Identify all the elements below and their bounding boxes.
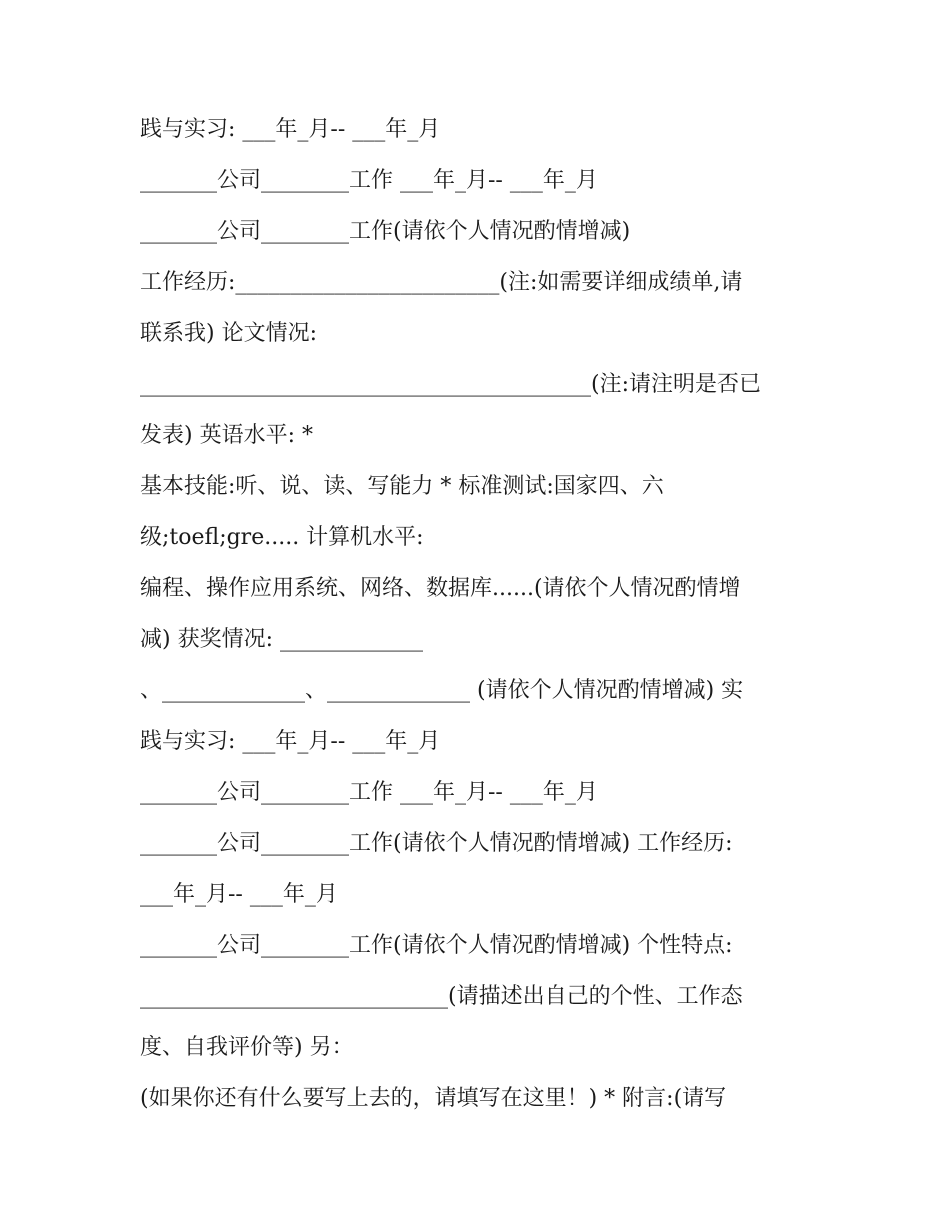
- text-line: _________________________________________(注:请注明是否已: [140, 372, 761, 397]
- text-line: 级;toefl;gre..... 计算机水平:: [140, 525, 424, 550]
- text-line: _______公司________工作(请依个人情况酌情增减) 个性特点:: [140, 933, 733, 958]
- text-line: 发表) 英语水平: *: [140, 423, 313, 448]
- text-line: ____________________________(请描述出自己的个性、工作态: [140, 984, 743, 1009]
- text-line: 编程、操作应用系统、网络、数据库......(请依个人情况酌情增: [140, 576, 741, 601]
- text-line: _______公司________工作(请依个人情况酌情增减): [140, 219, 631, 244]
- text-line: 工作经历:________________________(注:如需要详细成绩单,请: [140, 270, 743, 295]
- text-line: 基本技能:听、说、读、写能力 * 标准测试:国家四、六: [140, 474, 664, 499]
- text-line: 践与实习: ___年_月-- ___年_月: [140, 117, 441, 142]
- text-line: _______公司________工作 ___年_月-- ___年_月: [140, 168, 598, 193]
- text-line: (如果你还有什么要写上去的，请填写在这里！) * 附言:(请写: [140, 1086, 727, 1111]
- text-line: _______公司________工作 ___年_月-- ___年_月: [140, 780, 598, 805]
- text-line: 度、自我评价等) 另：: [140, 1035, 354, 1060]
- document-body: [140, 104, 830, 1124]
- text-line: 联系我) 论文情况:: [140, 321, 317, 346]
- text-line: 、_____________、_____________ (请依个人情况酌情增减) 实: [140, 678, 744, 703]
- text-line: 践与实习: ___年_月-- ___年_月: [140, 729, 441, 754]
- text-line: 减) 获奖情况: _____________: [140, 627, 423, 652]
- text-line: ___年_月-- ___年_月: [140, 882, 338, 907]
- text-line: _______公司________工作(请依个人情况酌情增减) 工作经历:: [140, 831, 733, 856]
